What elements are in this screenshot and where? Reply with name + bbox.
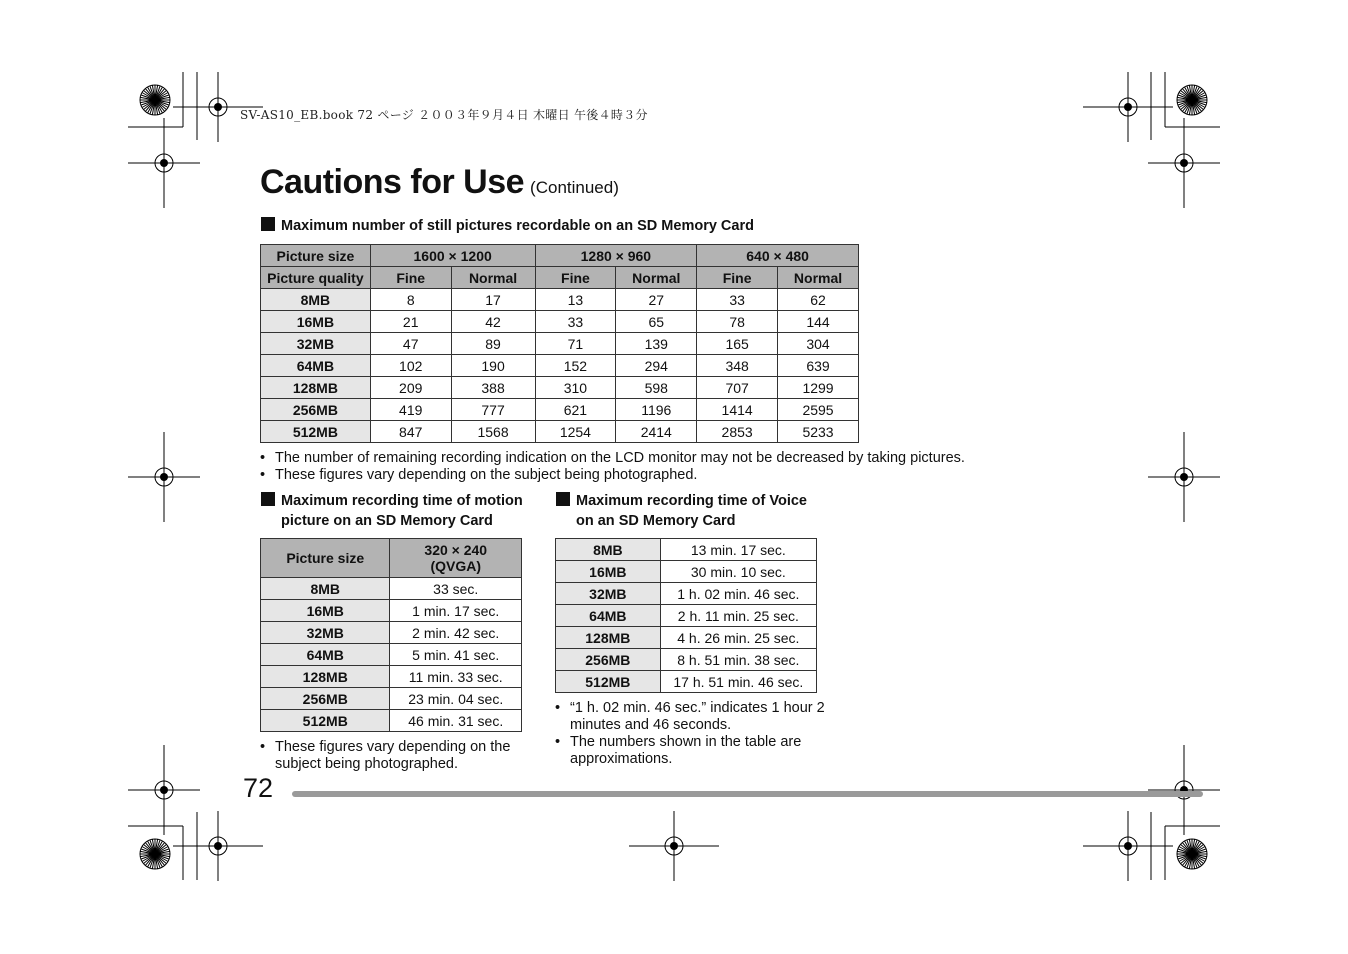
header-cell: 640 × 480 xyxy=(697,245,859,267)
table-row xyxy=(261,333,859,355)
row-header-cell: 64MB xyxy=(261,355,371,377)
table-row xyxy=(556,649,817,671)
row-header-cell: 256MB xyxy=(261,688,390,710)
table-cell: 419 xyxy=(370,399,451,421)
header-cell: Fine xyxy=(370,267,451,289)
table-cell: 777 xyxy=(451,399,535,421)
table-cell: 47 xyxy=(370,333,451,355)
table-row xyxy=(261,355,859,377)
table-cell: 8 xyxy=(370,289,451,311)
table-row xyxy=(261,311,859,333)
table-cell: 1299 xyxy=(778,377,859,399)
table-cell: 33 sec. xyxy=(390,578,522,600)
table-cell: 2 h. 11 min. 25 sec. xyxy=(660,605,816,627)
row-header-cell: 8MB xyxy=(261,578,390,600)
table-cell: 1254 xyxy=(535,421,616,443)
still-heading-text: Maximum number of still pictures recordable on an SD Memory Card xyxy=(281,218,754,234)
motion-heading-line2: picture on an SD Memory Card xyxy=(281,513,493,529)
table-cell: 33 xyxy=(697,289,778,311)
row-header-cell: 64MB xyxy=(261,644,390,666)
row-header-cell: 512MB xyxy=(261,710,390,732)
header-cell: Picture quality xyxy=(261,267,371,289)
voice-heading-line2: on an SD Memory Card xyxy=(576,513,736,529)
table-row xyxy=(556,671,817,693)
header-cell: Normal xyxy=(616,267,697,289)
page-footer-bar xyxy=(292,791,1203,797)
table-cell: 310 xyxy=(535,377,616,399)
header-cell: Normal xyxy=(451,267,535,289)
row-header-cell: 128MB xyxy=(556,627,661,649)
table-cell: 209 xyxy=(370,377,451,399)
table-row xyxy=(261,600,522,622)
table-row xyxy=(556,627,817,649)
table-cell: 42 xyxy=(451,311,535,333)
table-cell: 27 xyxy=(616,289,697,311)
header-cell: Picture size xyxy=(261,245,371,267)
table-cell: 190 xyxy=(451,355,535,377)
table-cell: 1196 xyxy=(616,399,697,421)
table-cell: 1 min. 17 sec. xyxy=(390,600,522,622)
header-cell xyxy=(390,539,522,578)
table-cell: 78 xyxy=(697,311,778,333)
table-cell: 139 xyxy=(616,333,697,355)
table-row xyxy=(556,539,817,561)
table-cell: 62 xyxy=(778,289,859,311)
header-qvga: (QVGA) xyxy=(430,558,482,574)
table-cell: 294 xyxy=(616,355,697,377)
table-row xyxy=(556,583,817,605)
note-item: • The numbers shown in the table are approximations. xyxy=(555,734,825,768)
table-cell: 165 xyxy=(697,333,778,355)
header-cell: 1600 × 1200 xyxy=(370,245,535,267)
still-header-row-quality xyxy=(261,267,859,289)
note-item: • The number of remaining recording indication on the LCD monitor may not be decreased by taking pictures. xyxy=(260,450,1020,467)
table-row xyxy=(556,605,817,627)
table-cell: 5 min. 41 sec. xyxy=(390,644,522,666)
table-cell: 2414 xyxy=(616,421,697,443)
table-cell: 102 xyxy=(370,355,451,377)
table-cell: 89 xyxy=(451,333,535,355)
still-pictures-table xyxy=(260,244,859,443)
voice-section-heading xyxy=(556,491,807,531)
table-cell: 11 min. 33 sec. xyxy=(390,666,522,688)
row-header-cell: 16MB xyxy=(261,600,390,622)
row-header-cell: 512MB xyxy=(261,421,371,443)
table-cell: 847 xyxy=(370,421,451,443)
table-cell: 388 xyxy=(451,377,535,399)
header-cell: Normal xyxy=(778,267,859,289)
table-cell: 348 xyxy=(697,355,778,377)
row-header-cell: 256MB xyxy=(261,399,371,421)
motion-notes xyxy=(260,739,530,773)
table-cell: 2595 xyxy=(778,399,859,421)
row-header-cell: 32MB xyxy=(556,583,661,605)
table-cell: 13 xyxy=(535,289,616,311)
table-cell: 2853 xyxy=(697,421,778,443)
header-cell: 1280 × 960 xyxy=(535,245,697,267)
table-cell: 144 xyxy=(778,311,859,333)
table-cell: 23 min. 04 sec. xyxy=(390,688,522,710)
table-cell: 8 h. 51 min. 38 sec. xyxy=(660,649,816,671)
header-cell: Picture size xyxy=(261,539,390,578)
table-row xyxy=(556,561,817,583)
table-cell: 152 xyxy=(535,355,616,377)
table-cell: 65 xyxy=(616,311,697,333)
square-bullet-icon xyxy=(261,217,275,231)
table-cell: 1 h. 02 min. 46 sec. xyxy=(660,583,816,605)
table-cell: 17 xyxy=(451,289,535,311)
voice-heading-line1: Maximum recording time of Voice xyxy=(576,493,807,509)
table-row xyxy=(261,710,522,732)
table-row xyxy=(261,399,859,421)
row-header-cell: 8MB xyxy=(556,539,661,561)
motion-header-row xyxy=(261,539,522,578)
note-item: • These figures vary depending on the subject being photographed. xyxy=(260,739,530,773)
row-header-cell: 512MB xyxy=(556,671,661,693)
row-header-cell: 128MB xyxy=(261,666,390,688)
book-header-line: SV-AS10_EB.book 72 ページ ２００３年９月４日 木曜日 午後４時３分 xyxy=(240,108,648,122)
table-cell: 5233 xyxy=(778,421,859,443)
square-bullet-icon xyxy=(261,492,275,506)
table-cell: 17 h. 51 min. 46 sec. xyxy=(660,671,816,693)
header-resolution: 320 × 240 xyxy=(424,542,488,558)
table-row xyxy=(261,644,522,666)
still-header-row-size xyxy=(261,245,859,267)
row-header-cell: 32MB xyxy=(261,333,371,355)
row-header-cell: 128MB xyxy=(261,377,371,399)
table-row xyxy=(261,289,859,311)
square-bullet-icon xyxy=(556,492,570,506)
table-cell: 30 min. 10 sec. xyxy=(660,561,816,583)
table-row xyxy=(261,688,522,710)
still-section-heading xyxy=(261,216,754,236)
table-cell: 304 xyxy=(778,333,859,355)
table-cell: 71 xyxy=(535,333,616,355)
page-title xyxy=(260,163,619,202)
title-text: Cautions for Use xyxy=(260,163,525,201)
motion-picture-table xyxy=(260,538,522,732)
table-cell: 4 h. 26 min. 25 sec. xyxy=(660,627,816,649)
table-cell: 33 xyxy=(535,311,616,333)
header-cell: Fine xyxy=(697,267,778,289)
table-row xyxy=(261,622,522,644)
row-header-cell: 16MB xyxy=(261,311,371,333)
table-row xyxy=(261,421,859,443)
row-header-cell: 256MB xyxy=(556,649,661,671)
row-header-cell: 8MB xyxy=(261,289,371,311)
motion-heading-line1: Maximum recording time of motion xyxy=(281,493,523,509)
table-cell: 639 xyxy=(778,355,859,377)
page-number: 72 xyxy=(243,773,274,803)
voice-table xyxy=(555,538,817,693)
table-cell: 598 xyxy=(616,377,697,399)
note-item: • “1 h. 02 min. 46 sec.” indicates 1 hour 2 minutes and 46 seconds. xyxy=(555,700,825,734)
table-cell: 1414 xyxy=(697,399,778,421)
voice-notes xyxy=(555,700,825,768)
table-cell: 621 xyxy=(535,399,616,421)
still-notes xyxy=(260,450,1020,484)
note-item: • These figures vary depending on the subject being photographed. xyxy=(260,467,1020,484)
title-suffix: (Continued) xyxy=(530,178,619,197)
table-row xyxy=(261,578,522,600)
table-cell: 13 min. 17 sec. xyxy=(660,539,816,561)
table-cell: 707 xyxy=(697,377,778,399)
row-header-cell: 32MB xyxy=(261,622,390,644)
table-cell: 2 min. 42 sec. xyxy=(390,622,522,644)
table-row xyxy=(261,377,859,399)
table-cell: 46 min. 31 sec. xyxy=(390,710,522,732)
table-row xyxy=(261,666,522,688)
header-cell: Fine xyxy=(535,267,616,289)
table-cell: 1568 xyxy=(451,421,535,443)
table-cell: 21 xyxy=(370,311,451,333)
motion-section-heading xyxy=(261,491,523,531)
row-header-cell: 64MB xyxy=(556,605,661,627)
row-header-cell: 16MB xyxy=(556,561,661,583)
